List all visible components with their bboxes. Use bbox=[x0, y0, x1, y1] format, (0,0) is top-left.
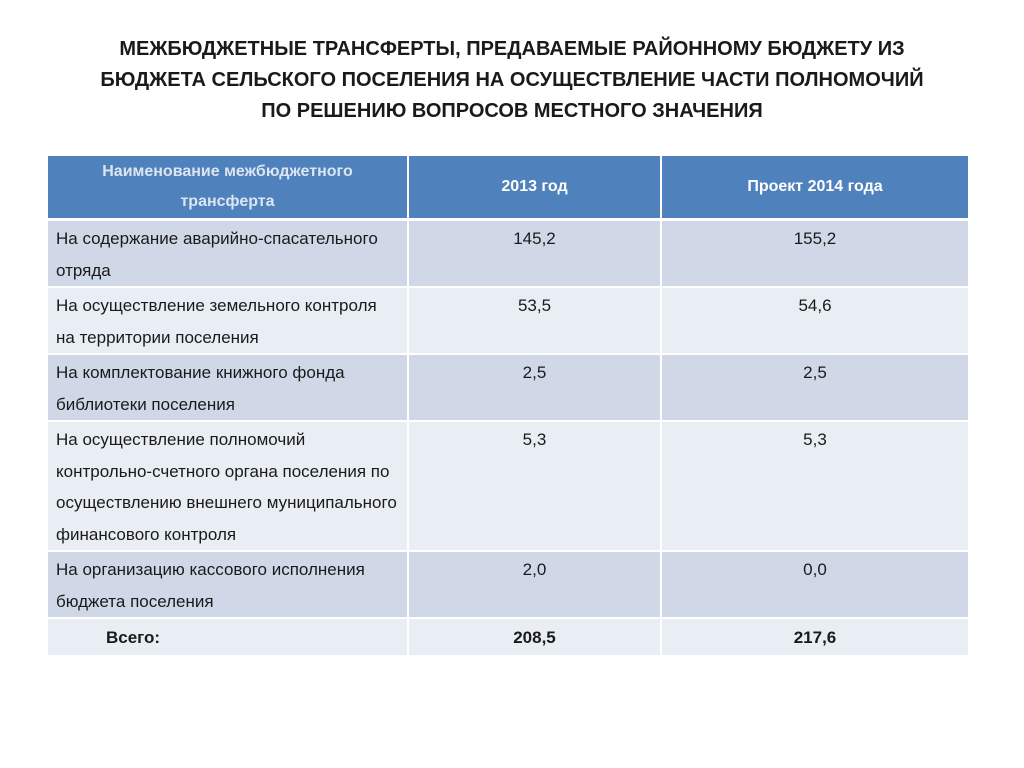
row-value-2013: 2,5 bbox=[408, 354, 661, 421]
row-value-2014: 54,6 bbox=[661, 287, 968, 354]
row-value-2013: 2,0 bbox=[408, 551, 661, 618]
header-name: Наименование межбюджетного трансферта bbox=[48, 156, 408, 220]
row-name: На комплектование книжного фонда библиотеки поселения bbox=[48, 354, 408, 421]
slide-title bbox=[40, 34, 984, 127]
row-value-2014: 155,2 bbox=[661, 220, 968, 288]
total-row bbox=[48, 618, 968, 656]
row-name: На содержание аварийно-спасательного отряда bbox=[48, 220, 408, 288]
row-value-2013: 145,2 bbox=[408, 220, 661, 288]
table-row bbox=[48, 421, 968, 551]
title-line-3: ПО РЕШЕНИЮ ВОПРОСОВ МЕСТНОГО ЗНАЧЕНИЯ bbox=[261, 100, 763, 122]
row-value-2014: 2,5 bbox=[661, 354, 968, 421]
row-name: На организацию кассового исполнения бюджета поселения bbox=[48, 551, 408, 618]
row-value-2014: 5,3 bbox=[661, 421, 968, 551]
table-row bbox=[48, 287, 968, 354]
row-value-2013: 5,3 bbox=[408, 421, 661, 551]
row-value-2013: 53,5 bbox=[408, 287, 661, 354]
header-2014: Проект 2014 года bbox=[661, 156, 968, 220]
title-line-2: БЮДЖЕТА СЕЛЬСКОГО ПОСЕЛЕНИЯ НА ОСУЩЕСТВЛЕНИЕ ЧАСТИ ПОЛНОМОЧИЙ bbox=[100, 69, 924, 91]
table-row bbox=[48, 354, 968, 421]
title-line-1: МЕЖБЮДЖЕТНЫЕ ТРАНСФЕРТЫ, ПРЕДАВАЕМЫЕ РАЙОННОМУ БЮДЖЕТУ ИЗ bbox=[119, 38, 905, 60]
row-name: На осуществление земельного контроля на территории поселения bbox=[48, 287, 408, 354]
row-value-2014: 0,0 bbox=[661, 551, 968, 618]
table-header-row bbox=[48, 156, 968, 220]
transfers-table bbox=[48, 156, 968, 657]
table-row bbox=[48, 551, 968, 618]
table-row bbox=[48, 220, 968, 288]
total-value-2014: 217,6 bbox=[661, 618, 968, 656]
row-name: На осуществление полномочий контрольно-счетного органа поселения по осуществлению внешнего муниципального финансового контроля bbox=[48, 421, 408, 551]
header-2013: 2013 год bbox=[408, 156, 661, 220]
total-label: Всего: bbox=[48, 618, 408, 656]
total-value-2013: 208,5 bbox=[408, 618, 661, 656]
